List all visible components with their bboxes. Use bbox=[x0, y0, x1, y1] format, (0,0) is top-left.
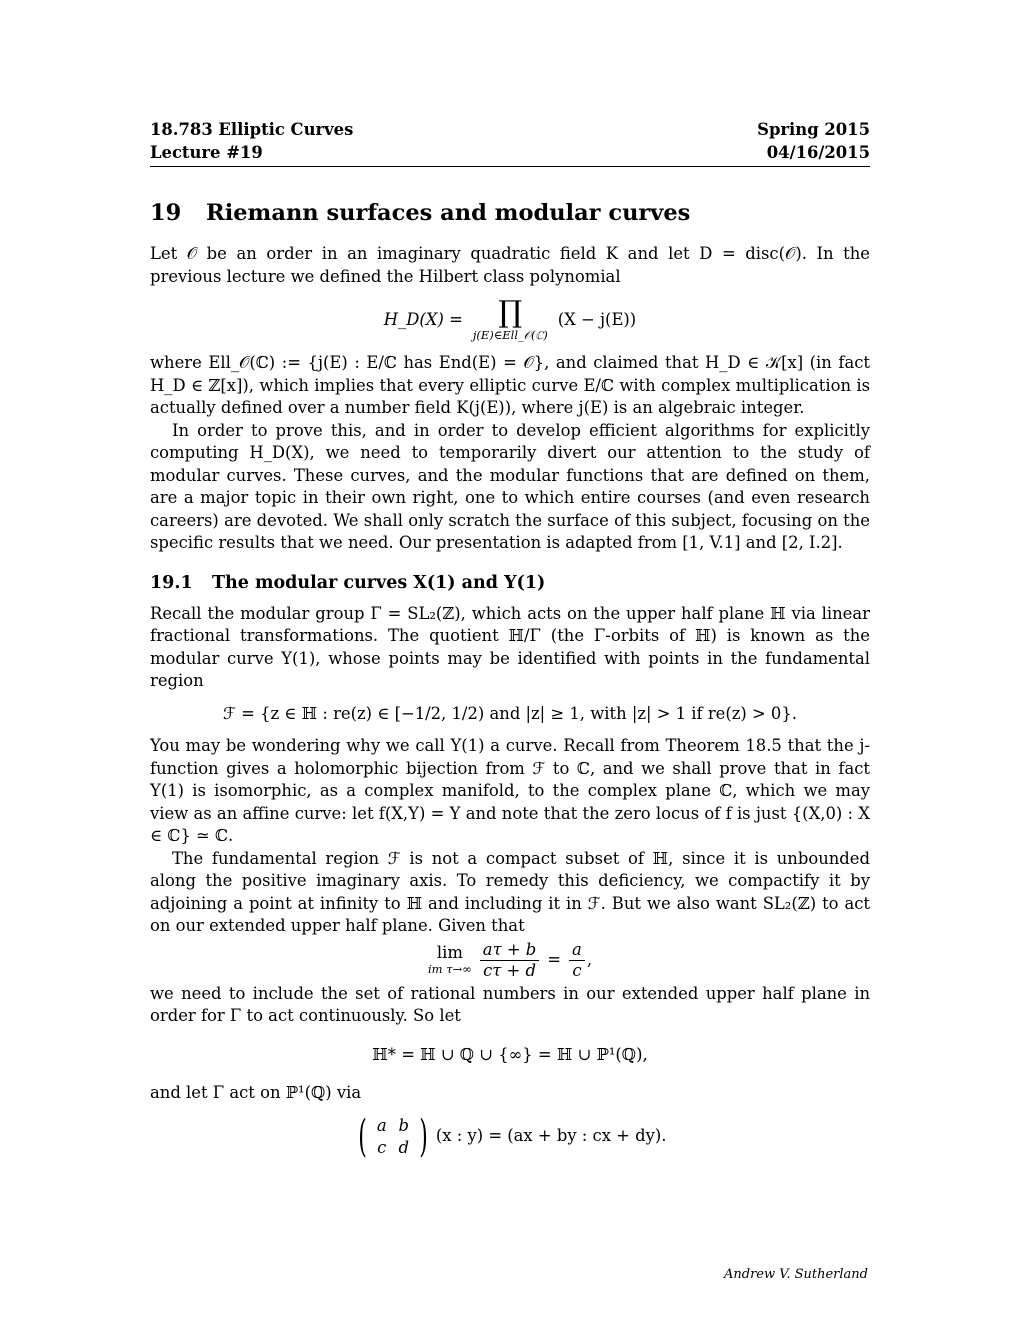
hilbert-polynomial-formula bbox=[150, 295, 870, 342]
subsection-paragraph-4: we need to include the set of rational numbers in our extended upper half plane in order for Γ to act continuously. So let bbox=[150, 983, 870, 1025]
intro-paragraph-2: where Ell_𝒪(ℂ) := {j(E) : E/ℂ has End(E) = 𝒪}, and claimed that H_D ∈ 𝒦[x] (in fact H_D ∈ ℤ[x]), which implies that every elliptic curve E/ℂ with complex multiplication is actually defined over a number field K(j(E)), where j(E) is an algebraic integer. bbox=[150, 353, 870, 417]
matrix-a: a bbox=[376, 1115, 387, 1135]
intro-paragraph-3: In order to prove this, and in order to develop efficient algorithms for explicitly computing H_D(X), we need to temporarily divert our attention to the study of modular curves. These curves, and the modular functions that are defined on them, are a major topic in their own right, one to which entire courses (and even research careers) are devoted. We shall only scratch the surface of this subject, focusing on the specific results that we need. Our presentation is adapted from [1, V.1] and [2, I.2]. bbox=[150, 420, 870, 552]
lim-denominator: cτ + d bbox=[483, 960, 536, 980]
subsection-title: The modular curves X(1) and Y(1) bbox=[212, 572, 546, 593]
product-subscript: j(E)∈Ell_𝒪(ℂ) bbox=[472, 328, 548, 342]
subsection-paragraph-2: You may be wondering why we call Y(1) a curve. Recall from Theorem 18.5 that the j-function gives a holomorphic bijection from ℱ to ℂ, and we shall prove that in fact Y(1) is isomorphic, as a complex manifold, to the complex plane ℂ, which we may view as an affine curve: let f(X,Y) = Y and note that the zero locus of f is just {(X,0) : X ∈ ℂ} ≃ ℂ. bbox=[150, 736, 870, 845]
action-formula: ( a b c d ) (x : y) = (ax + by : cx + dy). bbox=[357, 1110, 667, 1162]
matrix bbox=[371, 1115, 415, 1159]
lim-operator: lim bbox=[436, 943, 463, 962]
hilbert-lhs: H_D(X) = bbox=[383, 309, 463, 329]
subsection-paragraph-5: and let Γ act on ℙ¹(ℚ) via bbox=[150, 1083, 362, 1102]
lim-equals: = bbox=[547, 949, 562, 969]
matrix-b: b bbox=[398, 1115, 409, 1135]
hilbert-rhs: (X − j(E)) bbox=[557, 309, 637, 329]
lim-result-denominator: c bbox=[572, 960, 582, 980]
section-number: 19 bbox=[150, 200, 182, 226]
section-heading bbox=[150, 199, 870, 227]
lim-numerator: aτ + b bbox=[480, 940, 540, 961]
subsection-heading bbox=[150, 571, 870, 595]
intro-paragraph-1: Let 𝒪 be an order in an imaginary quadratic field K and let D = disc(𝒪). In the previous lecture we defined the Hilbert class polynomial bbox=[150, 244, 870, 286]
action-rhs: (x : y) = (ax + by : cx + dy). bbox=[435, 1126, 667, 1146]
subsection-number: 19.1 bbox=[150, 572, 193, 593]
header-row-2 bbox=[150, 141, 870, 164]
fundamental-region-formula: ℱ = {z ∈ ℍ : re(z) ∈ [−1/2, 1/2) and |z| ≥ 1, with |z| > 1 if re(z) > 0}. bbox=[222, 703, 798, 723]
subsection-paragraph-3: The fundamental region ℱ is not a compact subset of ℍ, since it is unbounded along the positive imaginary axis. To remedy this deficiency, we compactify it by adjoining a point at infinity to ℍ and including it in ℱ. But we also want SL₂(ℤ) to act on our extended upper half plane. Given that bbox=[150, 848, 870, 935]
product-symbol: ∏ bbox=[498, 295, 523, 330]
header-row-1 bbox=[150, 118, 870, 141]
limit-formula bbox=[150, 940, 870, 981]
term: Spring 2015 bbox=[757, 120, 870, 139]
page-content bbox=[150, 118, 870, 1169]
subsection-paragraph-1: Recall the modular group Γ = SL₂(ℤ), which acts on the upper half plane ℍ via linear fractional transformations. The quotient ℍ/Γ (the Γ-orbits of ℍ) is known as the modular curve Y(1), whose points may be identified with points in the fundamental region bbox=[150, 603, 870, 690]
lim-comma: , bbox=[586, 949, 593, 969]
lecture-number: Lecture #19 bbox=[150, 143, 263, 162]
header-rule bbox=[150, 166, 870, 167]
matrix-d: d bbox=[398, 1137, 409, 1157]
matrix-c: c bbox=[377, 1137, 387, 1157]
extended-half-plane-formula: ℍ* = ℍ ∪ ℚ ∪ {∞} = ℍ ∪ ℙ¹(ℚ), bbox=[372, 1044, 648, 1064]
lim-subscript: im τ→∞ bbox=[427, 962, 472, 976]
lecture-date: 04/16/2015 bbox=[766, 143, 870, 162]
author-footer: Andrew V. Sutherland bbox=[723, 1267, 868, 1282]
section-title: Riemann surfaces and modular curves bbox=[206, 200, 691, 226]
lim-result-numerator: a bbox=[569, 940, 585, 961]
course-title: 18.783 Elliptic Curves bbox=[150, 120, 354, 139]
